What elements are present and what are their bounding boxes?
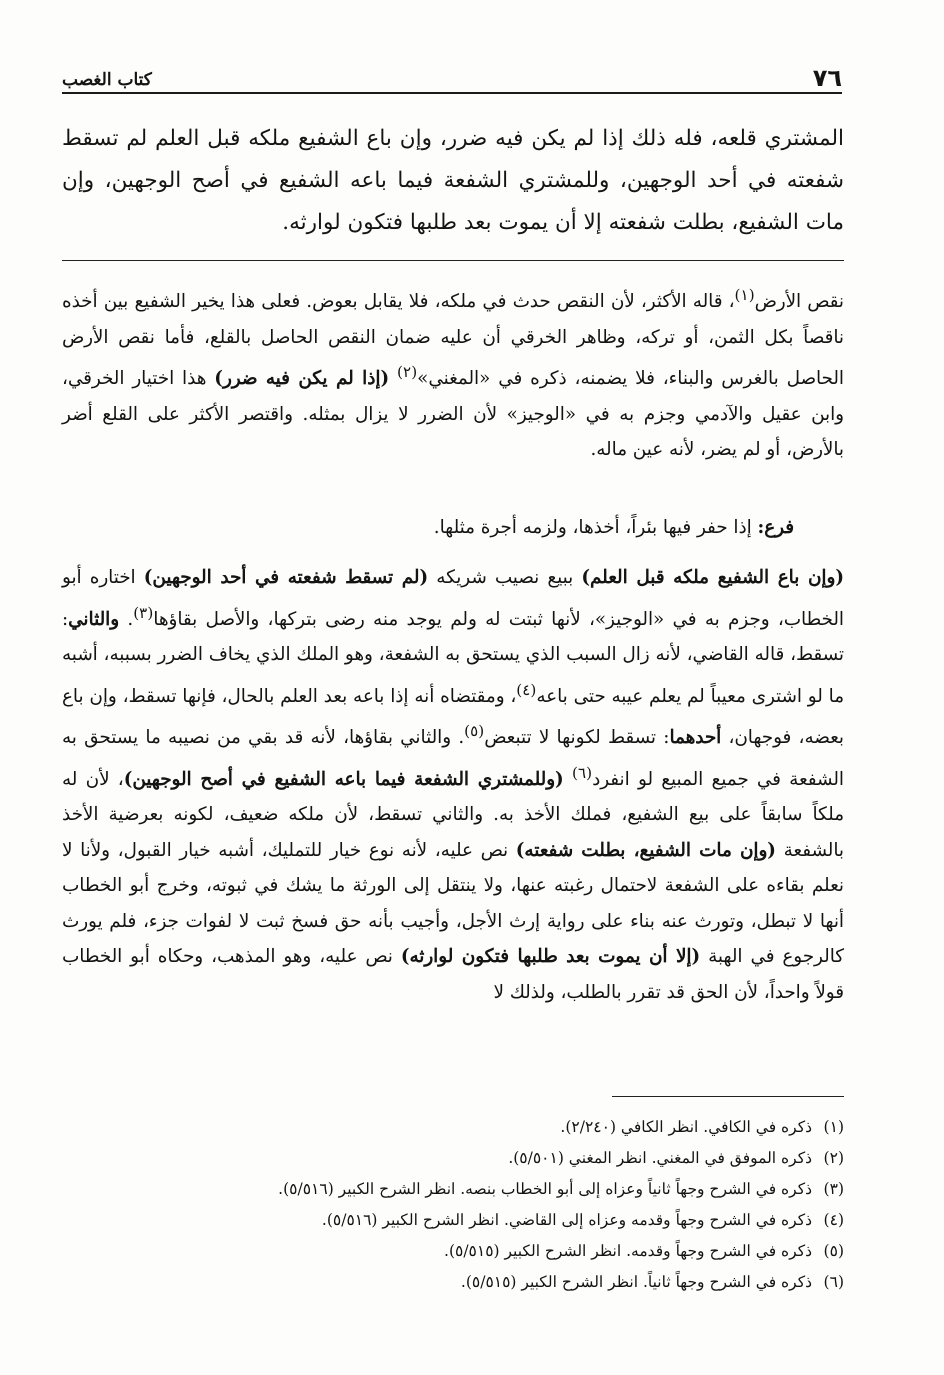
footnote: (٢) ذكره الموفق في المغني. انظر المغني (٥/٥٠١).: [508, 1149, 844, 1167]
quoted-matn: (وللمشتري الشفعة فيما باعه الشفيع في أصح الوجهين): [123, 768, 564, 790]
footnote-marker: (١): [734, 286, 755, 304]
keyword: والثاني: [68, 608, 120, 630]
footnote-marker: (٣): [133, 603, 154, 622]
quoted-matn: (إلا أن يموت بعد طلبها فتكون لوارثه): [400, 946, 701, 968]
footnote-marker: (٢): [397, 363, 418, 382]
quoted-matn: (وإن باع الشفيع ملكه قبل العلم): [581, 567, 844, 588]
footnote: (٦) ذكره في الشرح وجهاً ثانياً. انظر الشرح الكبير (٥/٥١٥).: [460, 1273, 844, 1291]
footnote-rule: [612, 1096, 844, 1097]
footnote: (٤) ذكره في الشرح وجهاً وقدمه وعزاه إلى القاضي. انظر الشرح الكبير (٥/٥١٦).: [321, 1211, 844, 1229]
footnote: (١) ذكره في الكافي. انظر الكافي (٢/٢٤٠).: [560, 1118, 844, 1136]
chapter-title: كتاب الغصب: [62, 70, 152, 90]
footnotes: [120, 1112, 844, 1298]
branch-label: فرع:: [757, 517, 794, 538]
quoted-matn: (لم تسقط شفعته في أحد الوجهين): [143, 567, 429, 588]
footnote-marker: (٦): [571, 763, 593, 782]
commentary-part-1: نقص الأرض$^{(١)}$، قاله الأكثر، لأن النقص حدث في ملكه، فلا يقابل بعوض. فعلى هذا يخير الشفيع بين أخذه ناقصاً بكل الثمن، أو تركه، وظاهر الخرقي أن عليه ضمان النقص الحاصل بالقلع، فأما نقص الأرض الحاصل بالغرس والبناء، فلا يضمنه، ذكره في «المغني»$^{(٢)}$ (إذا لم يكن فيه ضرر) هذا اختيار الخرقي، وابن عقيل والآدمي وجزم به في «الوجيز» لأن الضرر لا يزال بمثله. واقتصر الأكثر على القلع أضر بالأرض، أو لم يضر، لأنه عين ماله.: [62, 286, 844, 461]
footnote: (٣) ذكره في الشرح وجهاً ثانياً وعزاه إلى أبو الخطاب بنصه. انظر الشرح الكبير (٥/٥١٦).: [278, 1180, 844, 1198]
running-header: [62, 58, 842, 94]
footnote: (٥) ذكره في الشرح وجهاً وقدمه. انظر الشرح الكبير (٥/٥١٥).: [444, 1242, 844, 1260]
commentary-part-2: (وإن باع الشفيع ملكه قبل العلم) ببيع نصيب شريكه (لم تسقط شفعته في أحد الوجهين) اختاره أبو الخطاب، وجزم به في «الوجيز»، لأنها ثبتت له ولم يوجد منه رضى بتركها، والأصل بقاؤها$^{(٣)}$. والثاني: تسقط، قاله القاضي، لأنه زال السبب الذي يستحق به الشفعة، وهو الملك الذي يخاف الضرر بسببه، أشبه ما لو اشترى معيباً لم يعلم عيبه حتى باعه$^{(٤)}$، ومقتضاه أنه إذا باعه بعد العلم بالحال، فإنها تسقط، وإن باع بعضه، فوجهان، أحدهما: تسقط لكونها لا تتبعض$^{(٥)}$. والثاني بقاؤها، لأنه قد بقي من نصيبه ما يستحق به الشفعة في جميع المبيع لو انفرد$^{(٦)}$ (وللمشتري الشفعة فيما باعه الشفيع في أصح الوجهين)، لأن له ملكاً سابقاً على بيع الشفيع، فملك الأخذ به. والثاني تسقط، لأن ملكه ضعيف، لكونه بعرضية الأخذ بالشفعة (وإن مات الشفيع، بطلت شفعته) نص عليه، لأنه نوع خيار للتمليك، أشبه خيار القبول، ولأنا لا نعلم بقاءه على الشفعة لاحتمال رغبته عنها، ولا ينتقل إلى الورثة ما يشك في ثبوته، وخرج أبو الخطاب أنها لا تبطل، وتورث عنه بناء على رواية إرث الأجل، وأجيب بأنه حق فسخ ثبت لا لفوات جزء، فلم يورث كالرجوع في الهبة (إلا أن يموت بعد طلبها فتكون لوارثه) نص عليه، وهو المذهب، وحكاه أبو الخطاب قولاً واحداً، لأن الحق قد تقرر بالطلب، ولذلك لا: [62, 567, 845, 1003]
quoted-matn: (إذا لم يكن فيه ضرر): [214, 368, 390, 390]
footnote-marker: (٥): [464, 722, 485, 741]
main-text: المشتري قلعه، فله ذلك إذا لم يكن فيه ضرر، وإن باع الشفيع ملكه قبل العلم لم تسقط شفعته في أحد الوجهين، وللمشتري الشفعة فيما باعه الشفيع في أصح الوجهين، وإن مات الشفيع، بطلت شفعته إلا أن يموت بعد طلبها فتكون لوارثه.: [62, 126, 844, 235]
keyword: أحدهما: [669, 727, 722, 749]
quoted-matn: (وإن مات الشفيع، بطلت شفعته): [515, 839, 776, 861]
footnote-marker: (٤): [516, 680, 537, 699]
text-divider: [62, 260, 844, 261]
page-number: ٧٦: [812, 64, 842, 92]
branch-note: فرع: إذا حفر فيها بئراً، أخذها، ولزمه أجرة مثلها.: [433, 517, 794, 538]
